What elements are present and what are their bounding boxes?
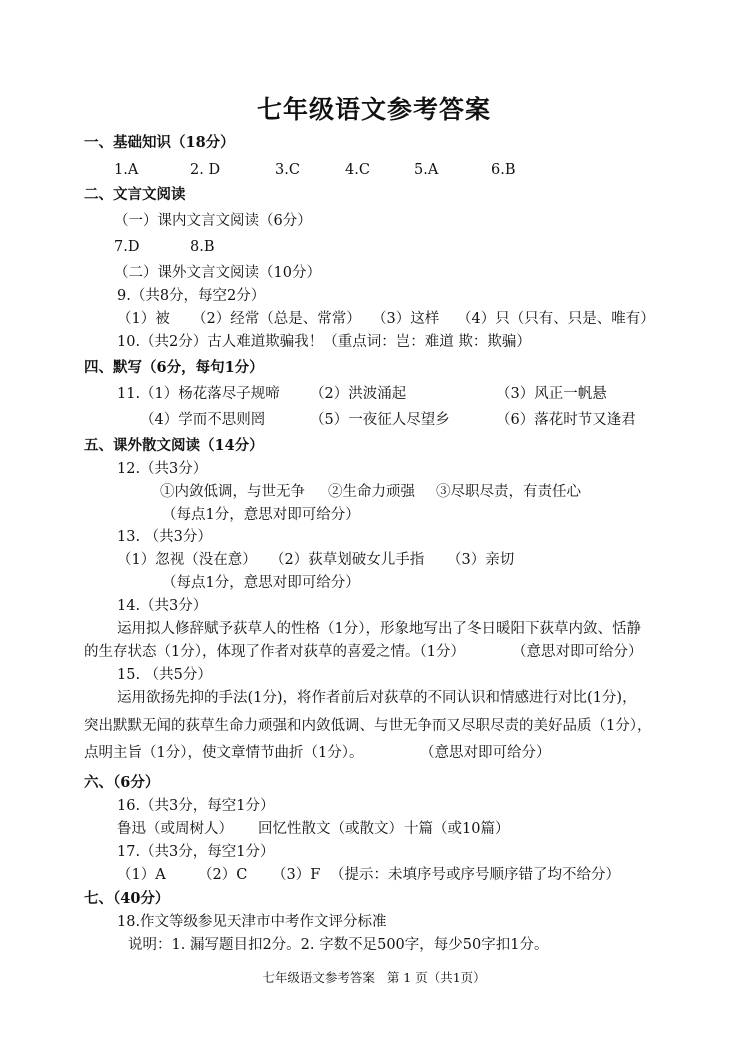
answer-9-2: （2）经常（总是、常常） [192,311,361,327]
answer-11-4: （4）学而不思则罔 [140,412,266,428]
answer-15-line-3: 点明主旨（1分），使文章情节曲折（1分）。 [84,745,364,761]
page-title: 七年级语文参考答案 [256,95,491,124]
section-4-heading: 四、默写（6分，每句1分） [84,359,264,376]
question-9: 9.（共8分，每空2分） [117,288,266,304]
answer-13-1: （1）忽视（没在意） [117,552,257,568]
subsection-2-2: （二）课外文言文阅读（10分） [114,265,321,281]
scoring-note-12: （每点1分，意思对即可给分） [162,507,360,523]
question-14: 14.（共3分） [117,598,208,614]
answer-15-line-2: 突出默默无闻的荻草生命力顽强和内敛低调、与世无争而又尽职尽责的美好品质（1分）， [84,718,652,734]
answer-15-line-1: 运用欲扬先抑的手法(1分)，将作者前后对荻草的不同认识和情感进行对比(1分)， [117,690,637,706]
answer-3: 3.C [275,162,300,178]
answer-13-2: （2）荻草划破女儿手指 [270,552,425,568]
answer-14-line-2: 的生存状态（1分），体现了作者对荻草的喜爱之情。（1分） [84,644,465,660]
answer-9-3: （3）这样 [372,311,440,327]
answer-11-6: （6）落花时节又逢君 [496,412,636,428]
question-17: 17.（共3分，每空1分） [117,844,275,860]
essay-note: 说明：1. 漏写题目扣2分。2. 字数不足500字，每少50字扣1分。 [128,937,549,953]
footer-page-number: 第 1 页（共1页） [386,970,486,985]
answer-17-1: （1）A [117,867,166,883]
question-16: 16.（共3分，每空1分） [117,798,275,814]
answer-16-2: 回忆性散文（或散文） [258,821,403,837]
section-1-heading: 一、基础知识（18分） [84,134,235,151]
scoring-note-14: （意思对即可给分） [512,644,643,660]
answer-12-1: ①内敛低调，与世无争 [160,484,305,500]
answer-17-2: （2）C [198,867,248,883]
page-footer [0,968,748,986]
answer-11-5: （5）一夜征人尽望乡 [310,412,450,428]
answer-1: 1.A [114,162,139,178]
footer-doc-title: 七年级语文参考答案 [262,970,375,985]
answer-12-3: ③尽职尽责，有责任心 [436,484,581,500]
answer-6: 6.B [491,162,516,178]
question-10: 10.（共2分）古人难道欺骗我！（重点词：岂：难道 欺：欺骗） [117,334,531,350]
answer-13-3: （3）亲切 [447,552,515,568]
question-13: 13. （共3分） [117,529,212,545]
answer-8: 8.B [190,239,215,255]
question-18: 18.作文等级参见天津市中考作文评分标准 [117,914,387,930]
answer-7: 7.D [114,239,140,255]
answer-17-hint: （提示：未填序号或序号顺序错了均不给分） [330,867,620,883]
answer-9-4: （4）只（只有、只是、唯有） [457,311,655,327]
answer-4: 4.C [345,162,370,178]
answer-11-3: （3）风正一帆悬 [496,386,607,402]
answer-12-2: ②生命力顽强 [328,484,415,500]
answer-14-line-1: 运用拟人修辞赋予荻草人的性格（1分），形象地写出了冬日暖阳下荻草内敛、恬静 [117,621,641,637]
answer-16-1: 鲁迅（或周树人） [117,821,233,837]
answer-11-2: （2）洪波涌起 [310,386,407,402]
section-6-heading: 六、（6分） [84,774,160,791]
question-12: 12.（共3分） [117,461,208,477]
scoring-note-15: （意思对即可给分） [420,745,551,761]
answer-17-3: （3）F [272,867,321,883]
scoring-note-13: （每点1分，意思对即可给分） [162,575,360,591]
section-5-heading: 五、课外散文阅读（14分） [84,437,264,454]
question-15: 15. （共5分） [117,667,212,683]
answer-9-1: （1）被 [117,311,170,327]
section-2-heading: 二、文言文阅读 [84,186,186,203]
answer-16-3: 十篇（或10篇） [404,821,510,837]
answer-2: 2. D [190,162,221,178]
answer-5: 5.A [414,162,439,178]
answer-11-1: 11.（1）杨花落尽子规啼 [117,386,280,402]
section-7-heading: 七、（40分） [84,890,170,907]
subsection-2-1: （一）课内文言文阅读（6分） [114,213,312,229]
